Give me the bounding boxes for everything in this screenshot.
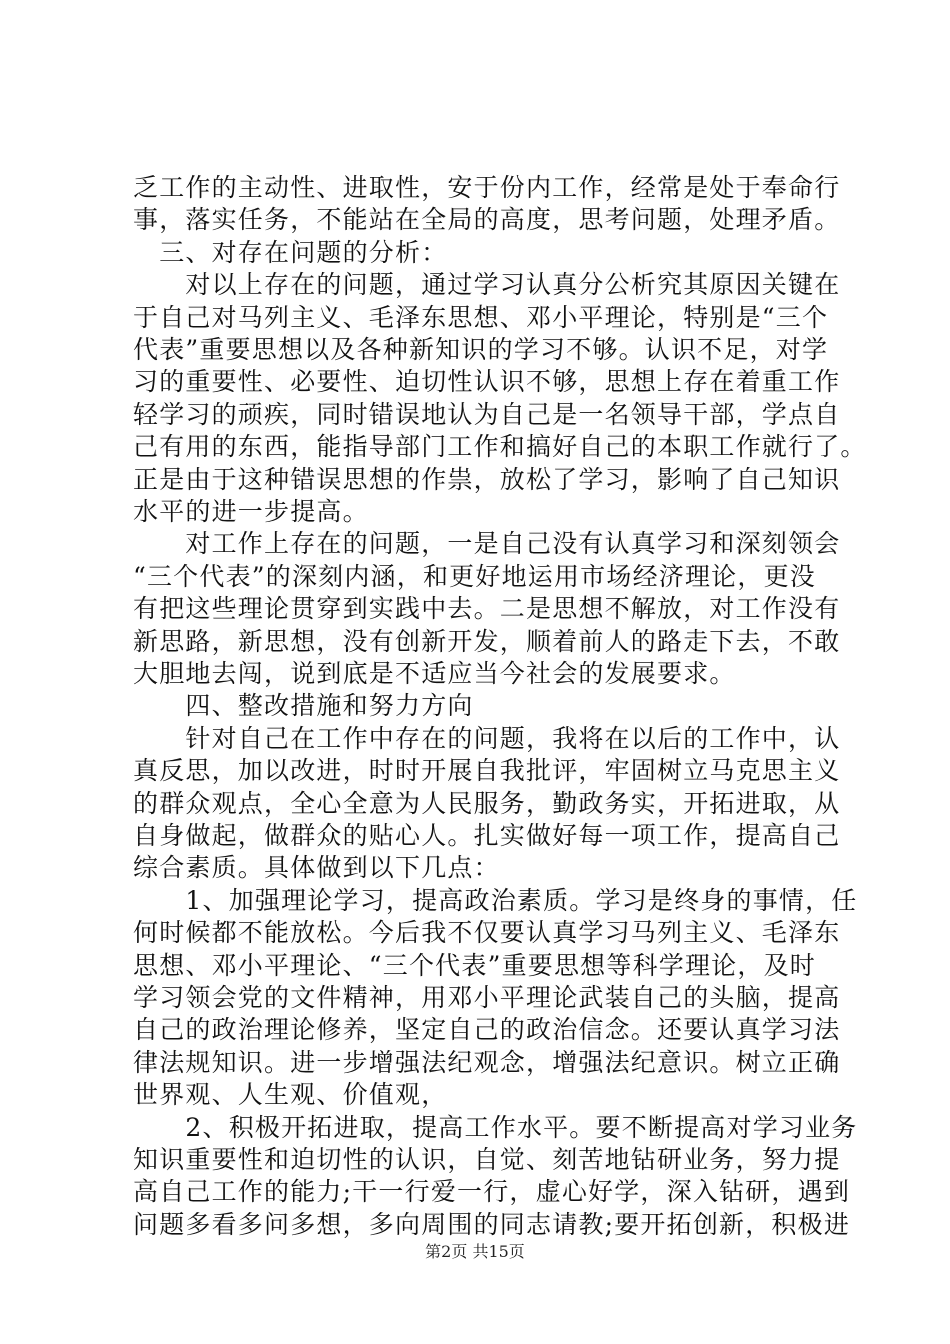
text-line: 于自己对马列主义、毛泽东思想、邓小平理论，特别是“三个 [133,302,829,332]
text-line: 轻学习的顽疾，同时错误地认为自己是一名领导干部，学点自 [133,399,841,429]
text-line: 习的重要性、必要性、迫切性认识不够，思想上存在着重工作 [133,367,841,397]
text-line: 乏工作的主动性、进取性，安于份内工作，经常是处于奉命行 [133,173,841,202]
text-line: 自身做起，做群众的贴心人。扎实做好每一项工作，提高自己 [133,821,841,850]
text-line: 己有用的东西，能指导部门工作和搞好自己的本职工作就行了。 [133,432,867,462]
text-line: 高自己工作的能力;干一行爱一行，虚心好学，深入钻研，遇到 [133,1177,851,1207]
text-line: 事，落实任务，不能站在全局的高度，思考问题，处理矛盾。 [133,205,841,235]
text-line: 综合素质。具体做到以下几点： [133,853,500,883]
text-line: 何时候都不能放松。今后我不仅要认真学习马列主义、毛泽东 [133,918,841,948]
text-line: 针对自己在工作中存在的问题，我将在以后的工作中，认 [133,723,841,753]
text-line: 学习领会党的文件精神，用邓小平理论武装自己的头脑，提高 [133,983,841,1012]
text-line: 自己的政治理论修养，坚定自己的政治信念。还要认真学习法 [133,1015,841,1045]
text-line: 1、加强理论学习，提高政治素质。学习是终身的事情，任 [133,885,858,915]
section-heading: 三、对存在问题的分析： [133,237,448,267]
text-line: 问题多看多问多想，多向周围的同志请教;要开拓创新，积极进 [133,1209,851,1239]
text-line: 世界观、人生观、价值观， [133,1080,448,1110]
page-number-footer: 第2页 共15页 [425,1242,525,1261]
text-line: 正是由于这种错误思想的作祟，放松了学习，影响了自己知识 [133,464,841,494]
text-line: “三个代表”的深刻内涵，和更好地运用市场经济理论，更没 [133,561,816,591]
section-heading: 四、整改措施和努力方向 [133,691,474,721]
text-line: 知识重要性和迫切性的认识，自觉、刻苦地钻研业务，努力提 [133,1145,841,1174]
text-line: 有把这些理论贯穿到实践中去。二是思想不解放，对工作没有 [133,594,841,624]
text-line: 律法规知识。进一步增强法纪观念，增强法纪意识。树立正确 [133,1047,841,1077]
text-line: 对工作上存在的问题，一是自己没有认真学习和深刻领会 [133,529,841,559]
text-line: 2、积极开拓进取，提高工作水平。要不断提高对学习业务 [133,1112,858,1142]
text-line: 新思路，新思想，没有创新开发，顺着前人的路走下去，不敢 [133,626,841,656]
text-line: 思想、邓小平理论、“三个代表”重要思想等科学理论，及时 [133,950,816,980]
text-line: 的群众观点，全心全意为人民服务，勤政务实，开拓进取，从 [133,788,841,818]
text-line: 真反思，加以改进，时时开展自我批评，牢固树立马克思主义 [133,756,841,786]
text-line: 大胆地去闯，说到底是不适应当今社会的发展要求。 [133,659,736,688]
text-line: 水平的进一步提高。 [133,497,369,526]
text-line: 代表”重要思想以及各种新知识的学习不够。认识不足，对学 [133,335,829,364]
text-line: 对以上存在的问题，通过学习认真分公析究其原因关键在 [133,270,841,300]
